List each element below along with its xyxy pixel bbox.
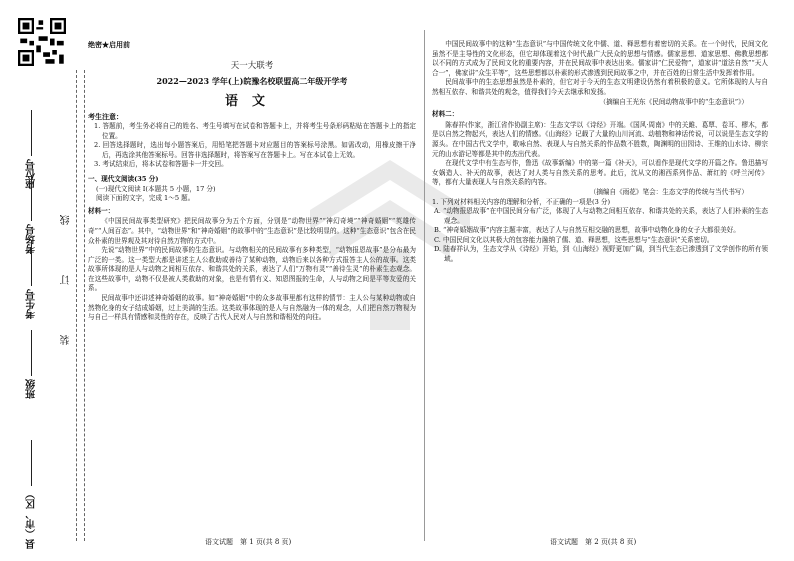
paragraph: 中国民间故事中的这种“生态意识”与中国传统文化中儒、道、释思想有着密切的关系。在一个时代，民间文化虽然不是主导性的文化形态，但它却体现着这个时代最广大民众的思想与情感。儒家思想、道家思想、佛教思想都以不同的方式成为了民间文化的重要内容，并在民间故事中表达出来。儒家讲“仁民爱物”，道家讲“道法自然”“天人合一”，佛家讲“众生平等”，这些思想都以朴素的形式渗透到民间故事之中，并在百姓的日常生活中发挥着作用。 [432,40,768,77]
page-footer: 语文试题 第 1 页(共 8 页) [205,538,292,546]
notes-title: 考生注意： [88,112,123,122]
paragraph: 在现代文学中有生态写作，鲁迅《故事新编》中的第一篇《补天》，可以看作是现代文学的开篇之作。鲁迅描写女娲造人、补天的故事，表达了对人类与自然关系的思考。此后，沈从文的湘西系列作品、萧红的《呼兰河传》等，都有大量表现人与自然关系的内容。 [432,159,768,187]
paragraph: 民间故事中的生态思想虽然是朴素的，但它对于今天的生态文明建设仍然有着积极的意义。它所体现的人与自然相互依存、和谐共处的观念，值得我们今天去继承和发扬。 [432,78,768,96]
page-footer: 语文试题 第 2 页(共 8 页) [550,538,637,546]
county-field[interactable]: 县（市、区） [18,440,46,549]
paragraph: 《中国民间故事类型研究》把民间故事分为五个方面，分别是“动物世界”“神幻奇境”“神奇婚姻”“英雄传奇”“人间百态”。其中，“动物世界”和“神奇婚姻”的故事中的“生态意识”是比较明显的。这种“生态意识”包含在民众朴素的世界观及其对待自然万物的方式中。 [88,217,416,245]
student-number-field[interactable]: 考生号 [18,240,46,319]
right-column [432,40,768,265]
seat-number-field[interactable]: 座位号 [18,110,46,189]
qr-code-icon [18,18,66,66]
note-item: 3. 考试结束后，将本试卷和答题卡一并交回。 [94,160,228,169]
source-citation: （摘编自《雨花》笔会：生态文学的传统与当代书写） [589,187,748,196]
answer-option-d[interactable]: D. 陆春祥认为，生态文学从《诗经》开始，到《山海经》视野更加广阔，到当代生态已渗透到了文学创作的所有领域。 [434,245,768,264]
exam-room-field[interactable]: 考场号 [18,175,46,254]
class-field[interactable]: 班级 [18,330,46,399]
binding-mark-line: 线 [61,215,72,225]
exam-subtitle: 2022—2023 学年(上)皖豫名校联盟高二年级开学考 [156,76,348,87]
binding-line [76,70,77,541]
instruction: 阅读下面的文字，完成 1～5 题。 [96,194,195,203]
left-column [88,40,416,323]
question-stem: 1. 下列对材料相关内容的理解和分析，不正确的一项是(3 分) [432,197,611,206]
note-item: 2. 回答选择题时，选出每小题答案后，用铅笔把答题卡对应题目的答案标号涂黑。如需改动，用橡皮擦干净后，再选涂其他答案标号。回答非选择题时，将答案写在答题卡上。写在本试卷上无效。 [94,141,416,159]
note-item: 1. 答题前，考生务必将自己的姓名、考生号填写在试卷和答题卡上，并将考生号条形码粘贴在答题卡上的指定位置。 [94,121,416,140]
secret-label: 绝密★启用前 [88,40,130,49]
binding-line [84,70,85,541]
subject-title: 语文 [224,93,279,109]
answer-option-b[interactable]: B. “神奇婚姻故事”内容主题丰富，表达了人与自然互相交融的思想，故事中动物化身的女子大都很美好。 [434,226,740,235]
paragraph: 民间故事中还讲述神奇婚姻的故事。如“神奇婚姻”中的众多故事里都有这样的情节：主人公与某种动物或自然物化身的女子结成婚姻，过上美满的生活。这类故事体现的是人与自然融为一体的观念，人们把自然万物视为与自己一样具有情感和灵性的存在，反映了古代人民对人与自然和谐相处的向往。 [88,294,416,322]
column-divider [424,30,425,541]
material-label: 材料一： [88,206,115,215]
material-label: 材料二： [432,110,459,119]
answer-option-c[interactable]: C. 中国民间文化以其极大的包容能力融纳了儒、道、释思想，这些思想与“生态意识”关系密切。 [434,235,714,244]
exam-name: 天一大联考 [230,60,274,71]
binding-mark-bind: 装 [61,335,72,345]
subsection-heading: (一)现代文阅读 Ⅰ(本题共 5 小题，17 分) [96,184,216,193]
section-heading: 一、现代文阅读(35 分) [88,174,159,183]
binding-mark-order: 订 [61,275,72,285]
source-citation: （摘编自王光东《民间动物故事中的“生态意识”》） [599,97,748,106]
paragraph: 陈春祥(作家，浙江省作协副主席)：生态文学以《诗经》开端。《国风·周南》中的关雎、葛覃、卷耳、樛木，都是以自然之物起兴，表达人们的情感。《山海经》记载了大量的山川河流、动植物和神话传说，可以说是生态文学的源头。在中国古代文学中，歌咏自然、表现人与自然关系的作品数不胜数，陶渊明的田园诗、王维的山水诗、柳宗元的山水游记等都是其中的杰出代表。 [432,120,768,158]
paragraph: 先说“动物世界”中的民间故事的生态意识。与动物相关的民间故事有多种类型，“动物报恩故事”是分布最为广泛的一类。这一类型大都是讲述主人公救助或善待了某种动物，动物后来以各种方式报答主人公的故事。这类故事所体现的是人与动物之间相互依存、和谐共处的关系，表达了人们“万物有灵”“善待生灵”的朴素生态观念。在这些故事中，动物不仅是被人类救助的对象，也是有情有义、知恩图报的生命，人与动物之间是平等友爱的关系。 [88,246,416,293]
answer-option-a[interactable]: A. “动物报恩故事”在中国民间分布广泛，体现了人与动物之间相互依存、和谐共处的关系，表达了人们朴素的生态观念。 [434,207,768,225]
